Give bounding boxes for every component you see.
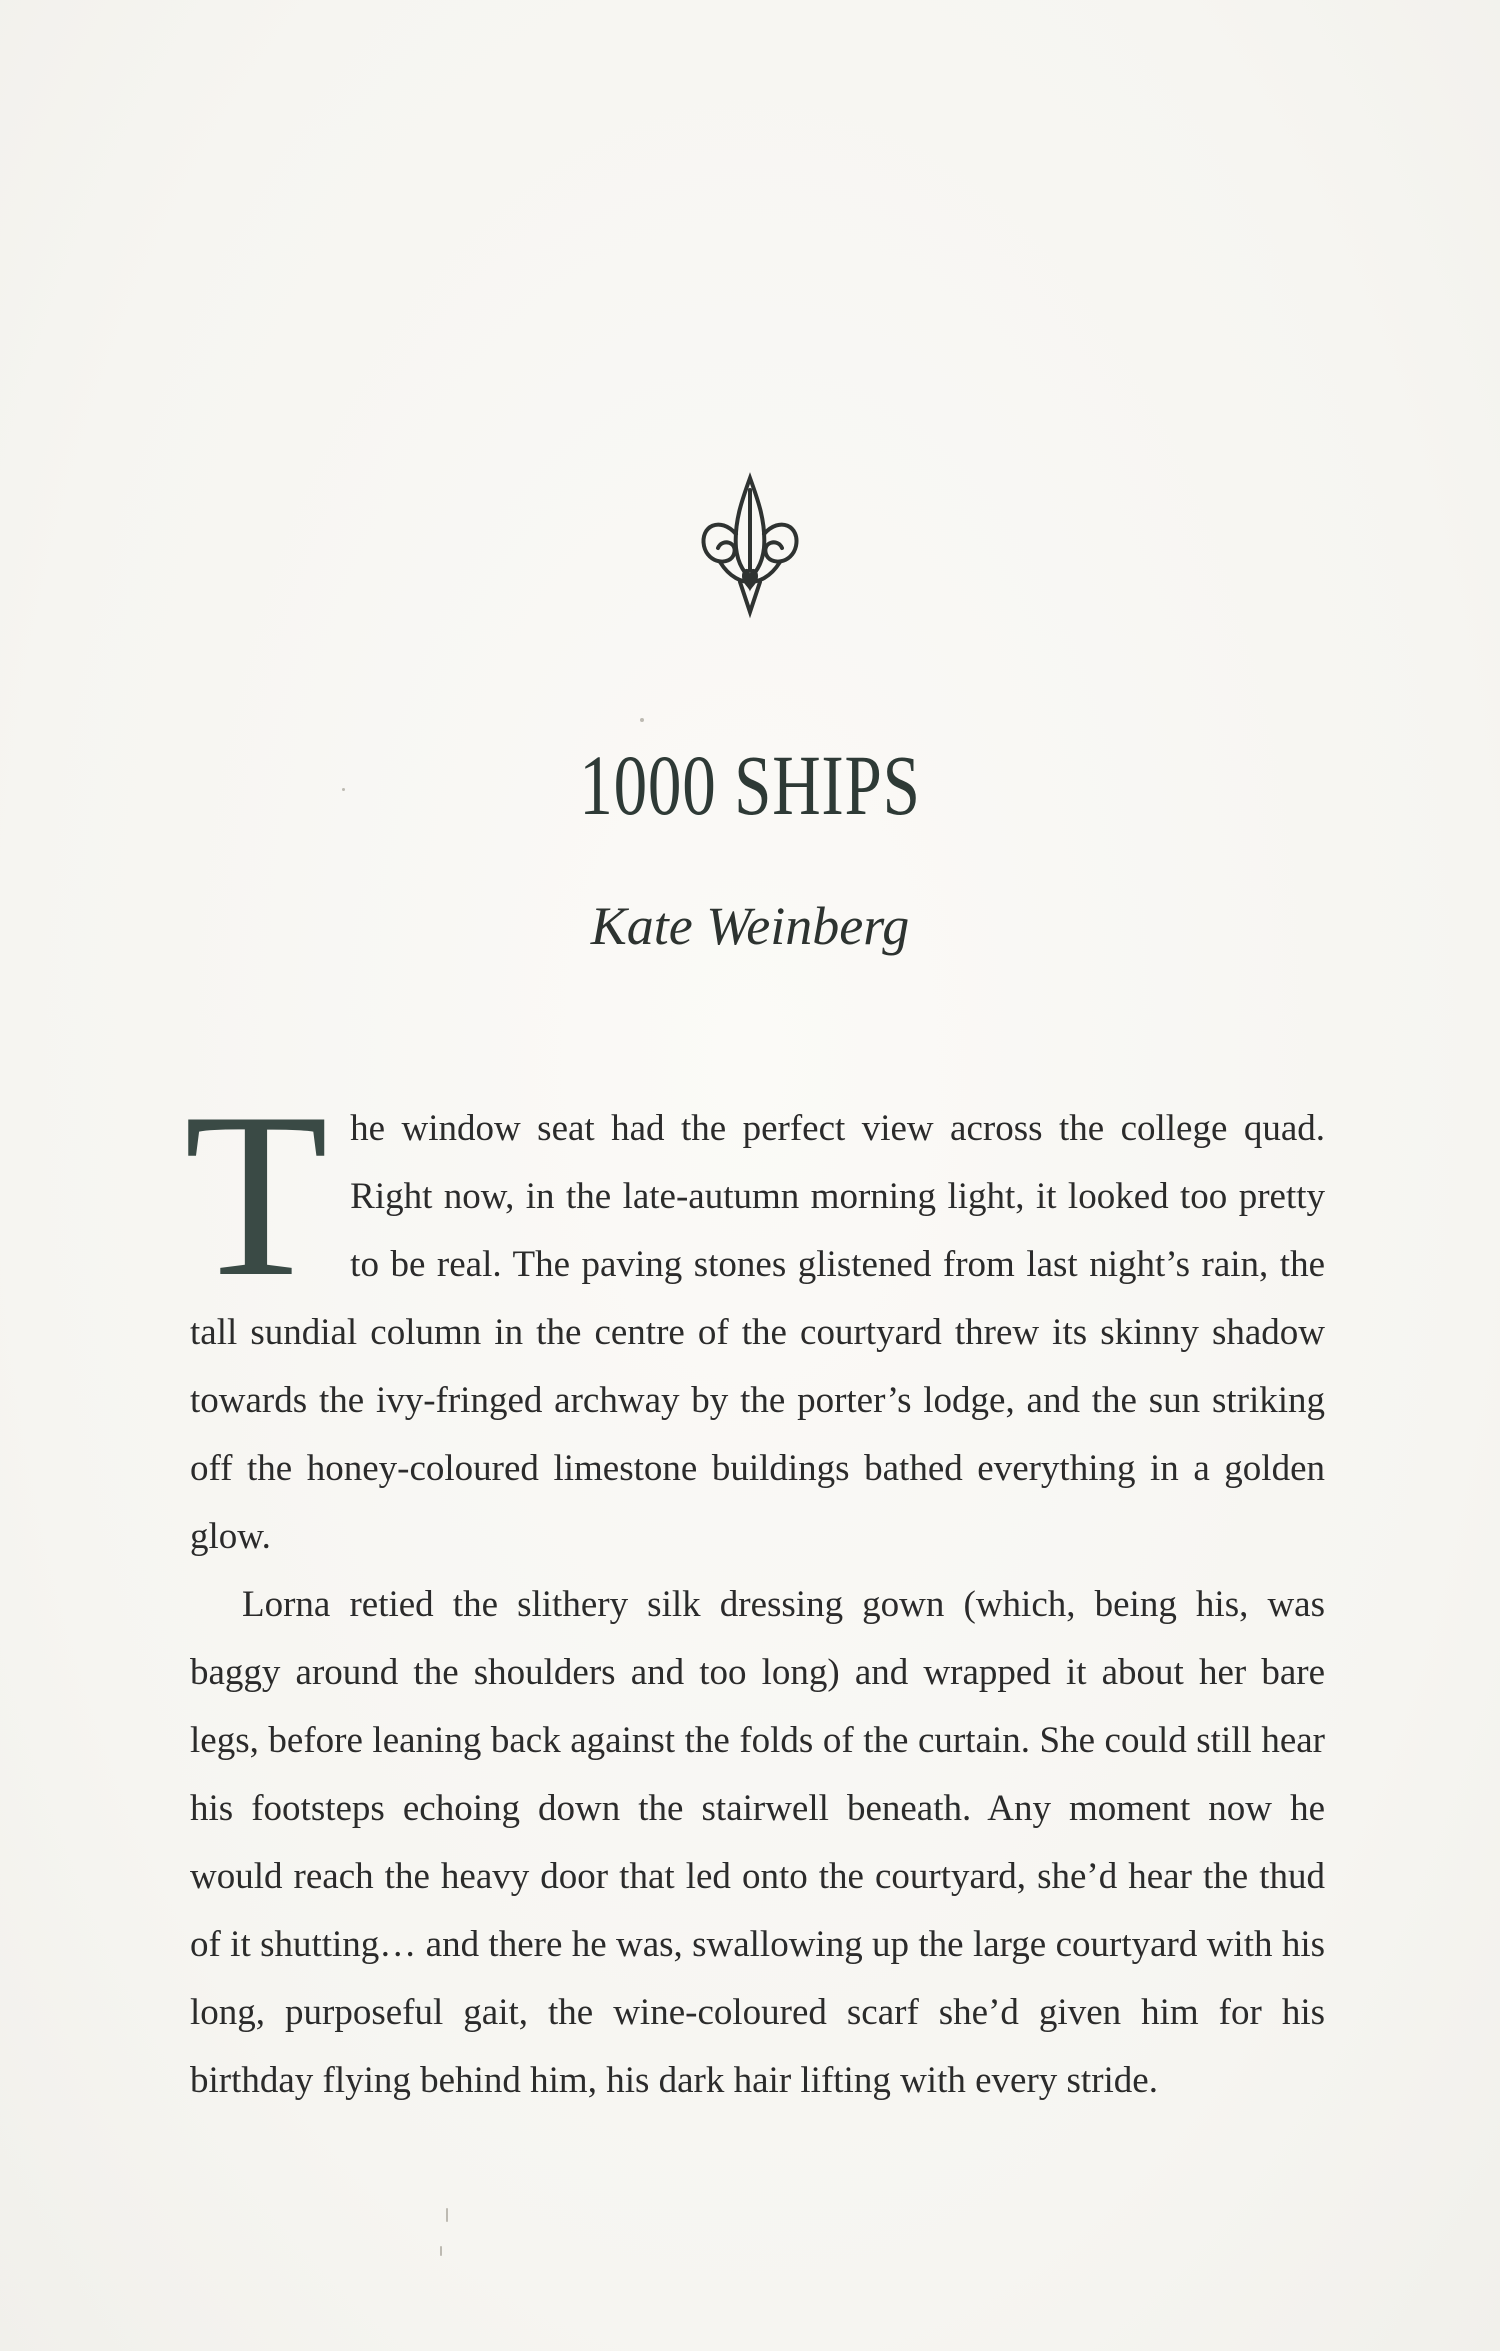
paragraph-1 <box>184 1065 1325 1571</box>
paper-speck <box>440 2246 442 2256</box>
paragraph-2: Lorna retied the slithery silk dressing gown (which, being his, was baggy around the shoulders and too long) and wrapped it about her bare legs, before leaning back against the folds of the curtain. She could still hear his footsteps echoing down the stairwell beneath. Any moment now he would reach the heavy door that led onto the courtyard, she’d hear the thud of it shutting… and there he was, swallowing up the large courtyard with his long, purposeful gait, the wine-coloured scarf she’d given him for his birthday flying behind him, his dark hair lifting with every stride. <box>190 1584 1325 2101</box>
paper-speck <box>640 718 644 722</box>
chapter-body <box>184 1065 1325 2115</box>
fleur-de-lis-icon <box>690 470 810 620</box>
drop-cap: T <box>184 1065 329 1326</box>
paragraph-1-text: he window seat had the perfect view across the college quad. Right now, in the late-autumn morning light, it looked too pretty to be real. The paving stones glistened from last night’s rain, the tall sundial column in the centre of the courtyard threw its skinny shadow towards the ivy-fringed archway by the porter’s lodge, and the sun striking off the honey-coloured limestone buildings bathed everything in a golden glow. <box>190 1108 1325 1557</box>
paper-speck <box>342 788 345 791</box>
paper-speck <box>446 2208 448 2222</box>
book-title: 1000 SHIPS <box>579 737 921 833</box>
book-author: Kate Weinberg <box>590 896 910 956</box>
